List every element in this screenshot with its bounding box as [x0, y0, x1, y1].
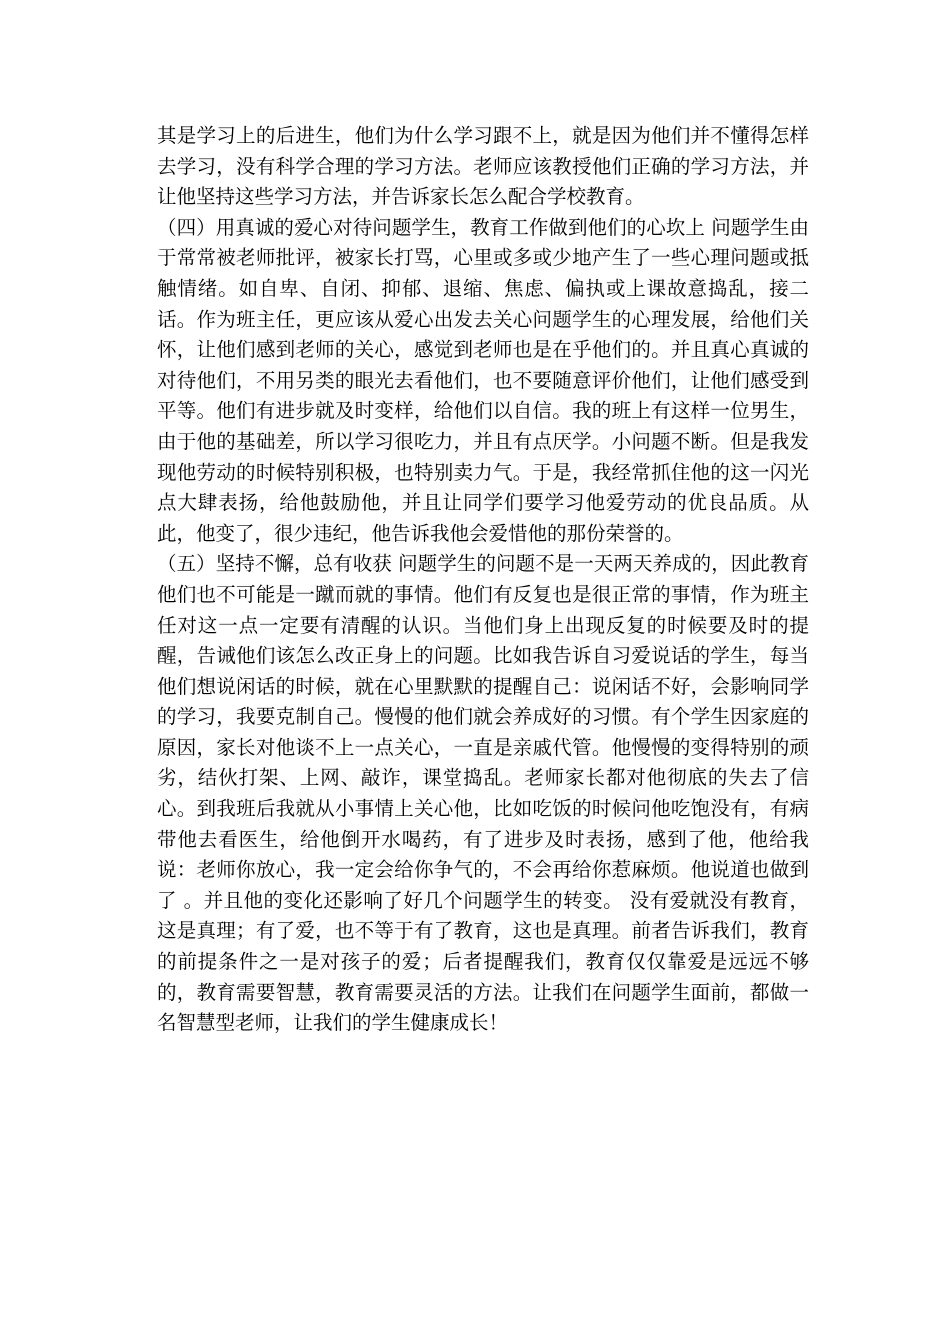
paragraph-learning-methods: 其是学习上的后进生，他们为什么学习跟不上，就是因为他们并不懂得怎样去学习，没有科学合理的学习方法。老师应该教授他们正确的学习方法，并让他坚持这些学习方法，并告诉家长怎么配合学校教育。 [157, 124, 809, 209]
document-body [157, 121, 809, 1039]
paragraph-section-four: （四）用真诚的爱心对待问题学生，教育工作做到他们的心坎上 问题学生由于常常被老师批评，被家长打骂，心里或多或少地产生了一些心理问题或抵触情绪。如自卑、自闭、抑郁、退缩、焦虑、偏执或上课故意捣乱，接二话。作为班主任，更应该从爱心出发去关心问题学生的心理发展，给他们关怀，让他们感到老师的关心，感觉到老师也是在乎他们的。并且真心真诚的对待他们，不用另类的眼光去看他们，也不要随意评价他们，让他们感受到平等。他们有进步就及时变样，给他们以自信。我的班上有这样一位男生，由于他的基础差，所以学习很吃力，并且有点厌学。小问题不断。但是我发现他劳动的时候特别积极，也特别卖力气。于是，我经常抓住他的这一闪光点大肆表扬，给他鼓励他，并且让同学们要学习他爱劳动的优良品质。从此，他变了，很少违纪，他告诉我他会爱惜他的那份荣誉的。 [157, 215, 809, 545]
paragraph-section-five: （五）坚持不懈，总有收获 问题学生的问题不是一天两天养成的，因此教育他们也不可能是一蹴而就的事情。他们有反复也是很正常的事情，作为班主任对这一点一定要有清醒的认识。当他们身上出现反复的时候要及时的提醒，告诫他们该怎么改正身上的问题。比如我告诉自习爱说话的学生，每当他们想说闲话的时候，就在心里默默的提醒自己：说闲话不好，会影响同学的学习，我要克制自己。慢慢的他们就会养成好的习惯。有个学生因家庭的原因，家长对他谈不上一点关心，一直是亲戚代管。他慢慢的变得特别的顽劣，结伙打架、上网、敲诈，课堂捣乱。老师家长都对他彻底的失去了信心。到我班后我就从小事情上关心他，比如吃饭的时候问他吃饱没有，有病带他去看医生，给他倒开水喝药，有了进步及时表扬，感到了他，他给我说：老师你放心，我一定会给你争气的，不会再给你惹麻烦。他说道也做到了 。并且他的变化还影响了好几个问题学生的转变。 没有爱就没有教育，这是真理；有了爱，也不等于有了教育，这也是真理。前者告诉我们，教育的前提条件之一是对孩子的爱；后者提醒我们，教育仅仅靠爱是远远不够的，教育需要智慧，教育需要灵活的方法。让我们在问题学生面前，都做一名智慧型老师，让我们的学生健康成长！ [157, 552, 809, 1035]
